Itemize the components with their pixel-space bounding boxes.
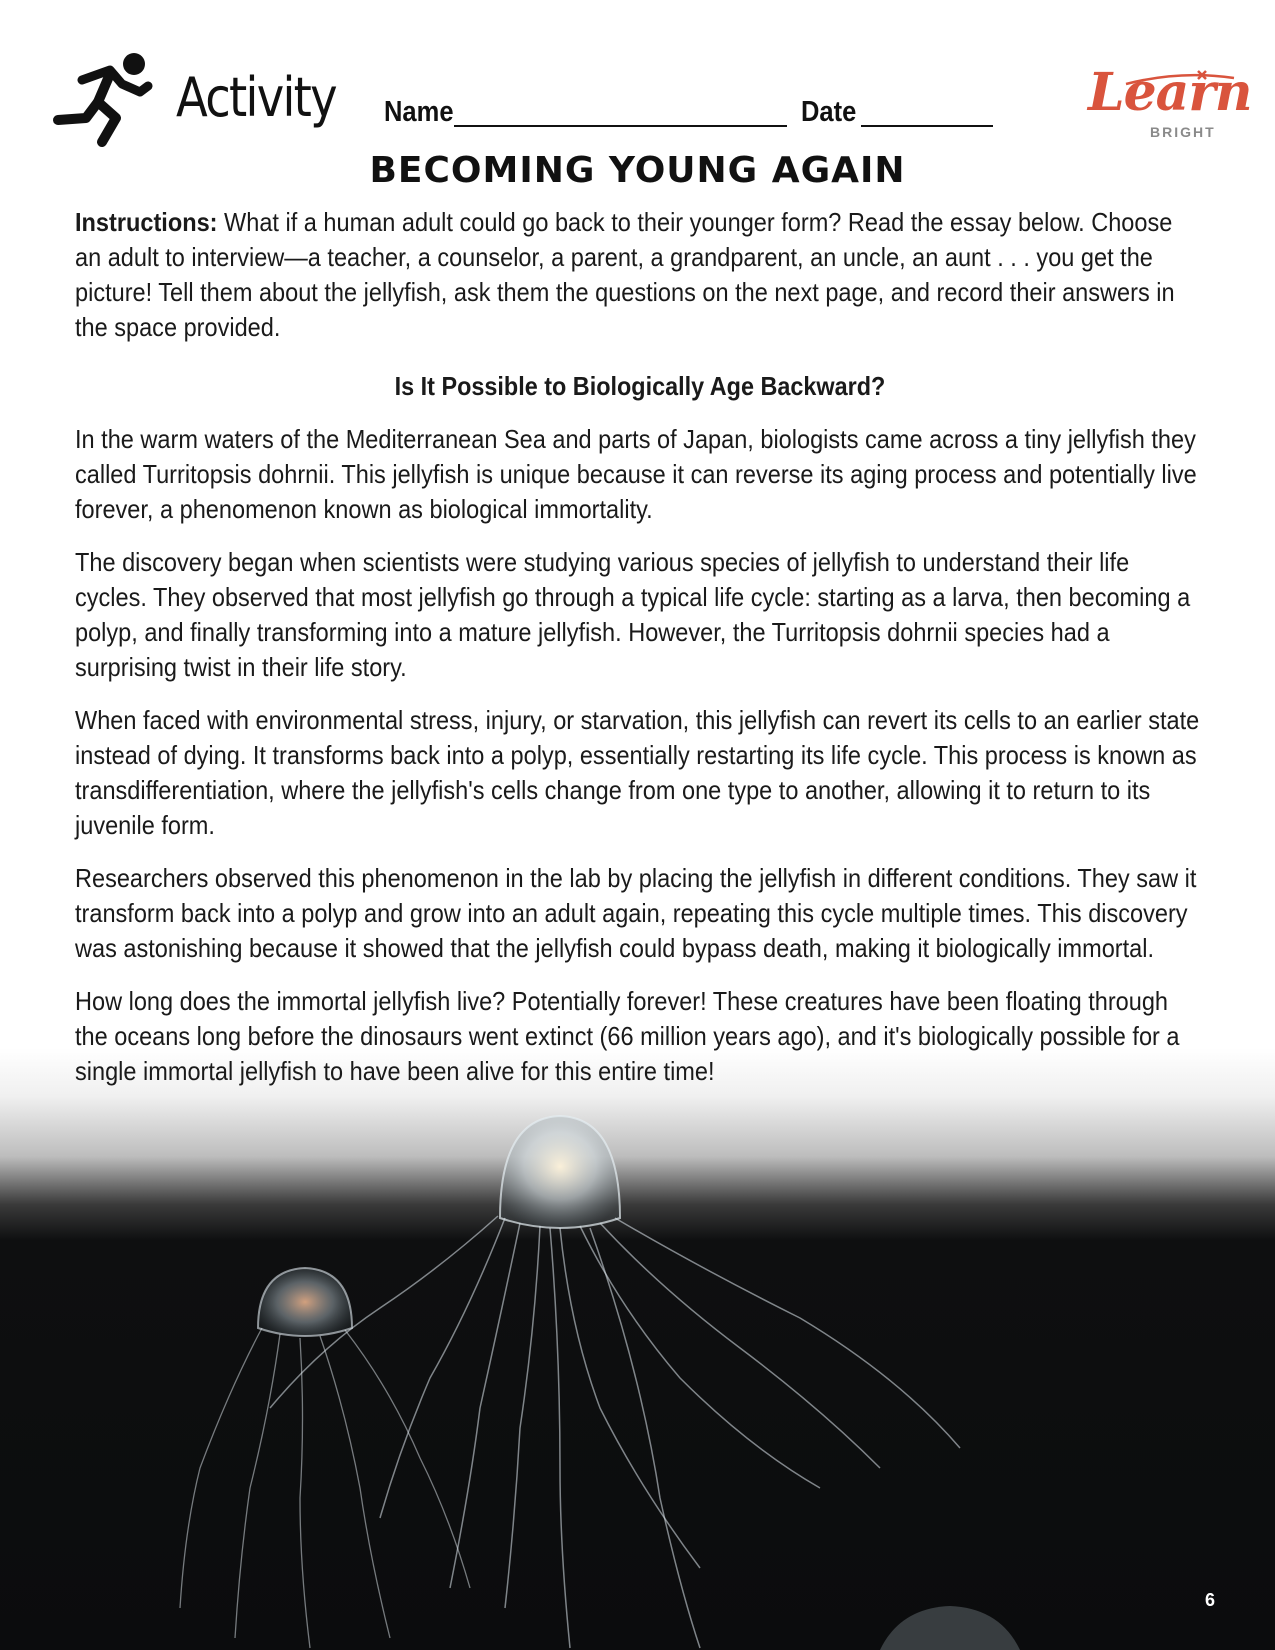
essay-paragraph: How long does the immortal jellyfish live? Potentially forever! These creatures have been floating through the oceans long before the dinosaurs went extinct (66 million years ago), and it's biologically possible for a single immortal jellyfish to have been alive for this entire time!: [75, 986, 1180, 1086]
name-field[interactable]: [454, 125, 787, 127]
essay-paragraph: When faced with environmental stress, injury, or starvation, this jellyfish can revert its cells to an earlier state instead of dying. It transforms back into a polyp, essentially restarting its life cycle. This process is known as transdifferentiation, where the jellyfish's cells change from one type to another, allowing it to return to its juvenile form.: [75, 705, 1200, 840]
page-title: BECOMING YOUNG AGAIN: [369, 150, 906, 191]
essay-paragraph: In the warm waters of the Mediterranean Sea and parts of Japan, biologists came across a tiny jellyfish they called Turritopsis dohrnii. This jellyfish is unique because it can reverse its aging process and potentially live forever, a phenomenon known as biological immortality.: [75, 424, 1197, 524]
instructions: [75, 205, 1200, 345]
running-person-icon: [52, 52, 162, 148]
activity-label: Activity: [176, 66, 336, 129]
instructions-label: Instructions:: [75, 207, 218, 237]
logo-subword: BRIGHT: [1150, 124, 1216, 140]
jellyfish-photo: [0, 1048, 1275, 1650]
essay-paragraph: Researchers observed this phenomenon in the lab by placing the jellyfish in different conditions. They saw it transform back into a polyp and grow into an adult again, repeating this cycle multiple times. This discovery was astonishing because it showed that the jellyfish could bypass death, making it biologically immortal.: [75, 863, 1197, 963]
page-header: [0, 0, 1275, 150]
date-label: Date: [801, 96, 857, 128]
name-label: Name: [384, 96, 454, 128]
page-number: 6: [1204, 1590, 1215, 1610]
learn-bright-logo: [1084, 62, 1252, 142]
worksheet-content: [75, 205, 1205, 1107]
date-field[interactable]: [861, 125, 993, 127]
essay-heading: Is It Possible to Biologically Age Backward?: [394, 371, 886, 401]
essay-paragraph: The discovery began when scientists were studying various species of jellyfish to understand their life cycles. They observed that most jellyfish go through a typical life cycle: starting as a larva, then becoming a polyp, and finally transforming into a mature jellyfish. However, the Turritopsis dohrnii species had a surprising twist in their life story.: [75, 547, 1191, 682]
logo-word: Learn: [1088, 62, 1252, 123]
instructions-text: What if a human adult could go back to their younger form? Read the essay below. Choose an adult to interview—a teacher, a counselor, a parent, a grandparent, an uncle, an aunt . . . you get the picture! Tell them about the jellyfish, ask them the questions on the next page, and record their answers in the space provided.: [75, 207, 1175, 342]
